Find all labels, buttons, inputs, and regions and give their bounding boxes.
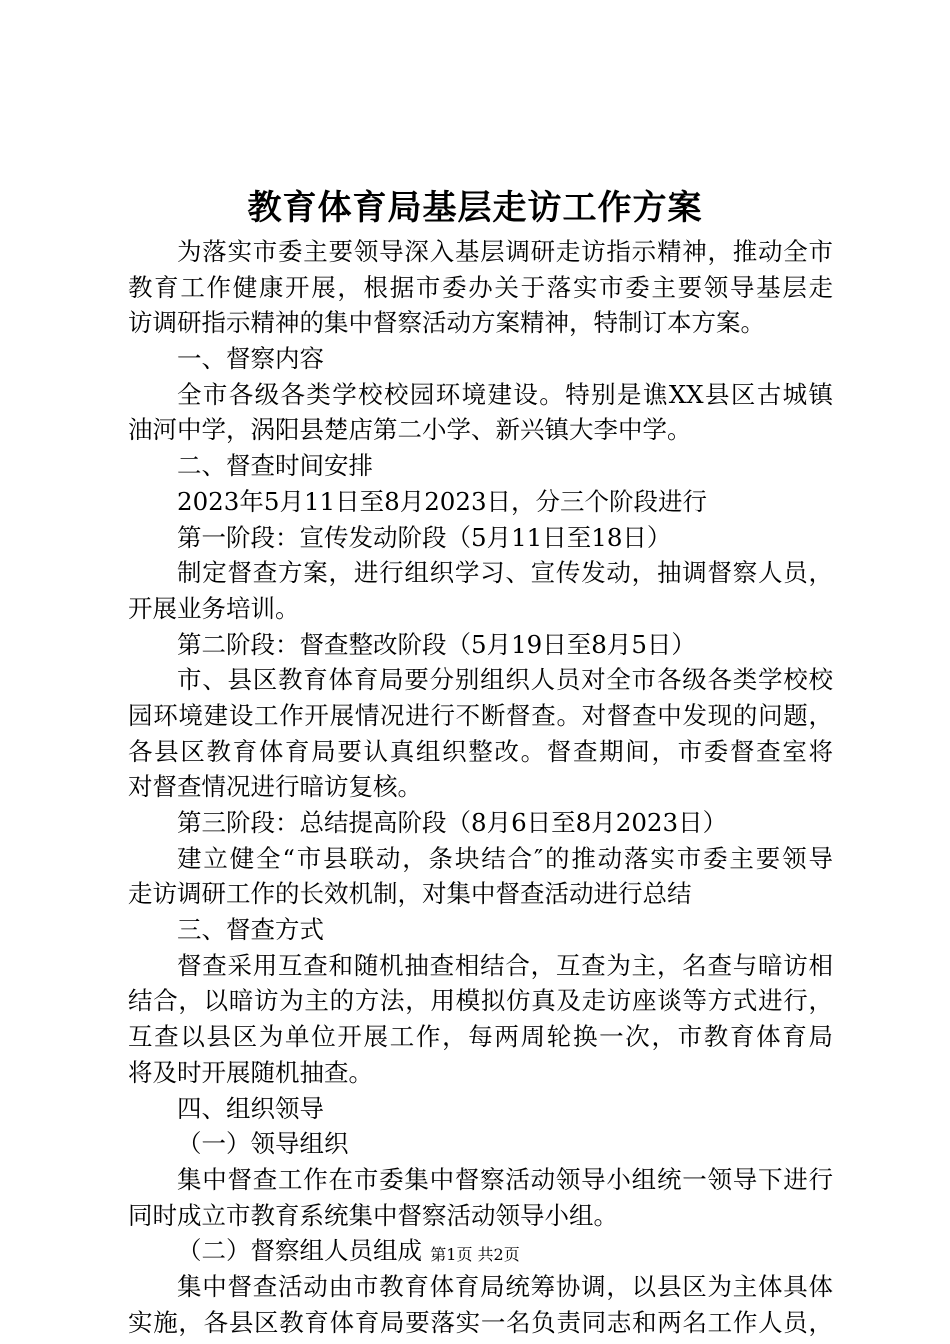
body-text-line: 各县区教育体育局要认真组织整改。督查期间，市委督查室将 [128,736,833,766]
document-body [128,234,833,1340]
body-text-line: 结合，以暗访为主的方法，用模拟仿真及走访座谈等方式进行， [128,986,833,1016]
body-text-line: 教育工作健康开展，根据市委办关于落实市委主要领导基层走 [128,272,833,302]
body-text-line: 油河中学，涡阳县楚店第二小学、新兴镇大李中学。 [128,415,692,445]
page-footer: 第1页 共2页 [430,1245,520,1264]
body-text-line: 二、督查时间安排 [177,451,373,481]
body-text-line: 制定督查方案，进行组织学习、宣传发动，抽调督察人员， [177,558,833,588]
body-text-line: 三、督查方式 [177,915,324,945]
body-text-line: 一、督察内容 [177,344,324,374]
body-text-line: 集中督查工作在市委集中督察活动领导小组统一领导下进行 [177,1164,833,1194]
body-text-line: 全市各级各类学校校园环境建设。特别是谯XX县区古城镇 [177,379,833,409]
document-title: 教育体育局基层走访工作方案 [247,188,703,228]
body-text-line: 督查采用互查和随机抽查相结合，互查为主，名查与暗访相 [177,950,833,980]
body-text-line: 园环境建设工作开展情况进行不断督查。对督查中发现的问题， [128,700,833,730]
body-text-line: （一）领导组织 [177,1129,349,1159]
body-text-line: 第三阶段：总结提高阶段（8月6日至8月2023日） [177,808,728,837]
body-text-line: 对督查情况进行暗访复核。 [128,772,422,802]
body-text-line: 访调研指示精神的集中督察活动方案精神，特制订本方案。 [128,308,765,338]
body-text-line: 集中督查活动由市教育体育局统筹协调，以县区为主体具体 [177,1271,833,1301]
body-text-line: 将及时开展随机抽查。 [128,1057,373,1087]
body-text-line: 第二阶段：督查整改阶段（5月19日至8月5日） [177,629,696,659]
body-text-line: 同时成立市教育系统集中督察活动领导小组。 [128,1200,618,1230]
body-text-line: 四、组织领导 [177,1093,324,1123]
body-text-line: 互查以县区为单位开展工作，每两周轮换一次，市教育体育局 [128,1022,833,1052]
body-text-line: 为落实市委主要领导深入基层调研走访指示精神，推动全市 [177,237,833,266]
body-text-line: （二）督察组人员组成 [177,1236,422,1266]
body-text-line: 2023年5月11日至8月2023日，分三个阶段进行 [177,486,708,516]
body-text-line: 建立健全“市县联动，条块结合″的推动落实市委主要领导 [177,843,833,873]
body-text-line: 开展业务培训。 [128,593,300,623]
body-text-line: 第一阶段：宣传发动阶段（5月11日至18日） [177,522,672,552]
body-text-line: 走访调研工作的长效机制，对集中督查活动进行总结 [128,879,692,909]
body-text-line: 市、县区教育体育局要分别组织人员对全市各级各类学校校 [177,665,833,695]
body-text-line: 实施，各县区教育体育局要落实一名负责同志和两名工作人员， [128,1307,833,1337]
